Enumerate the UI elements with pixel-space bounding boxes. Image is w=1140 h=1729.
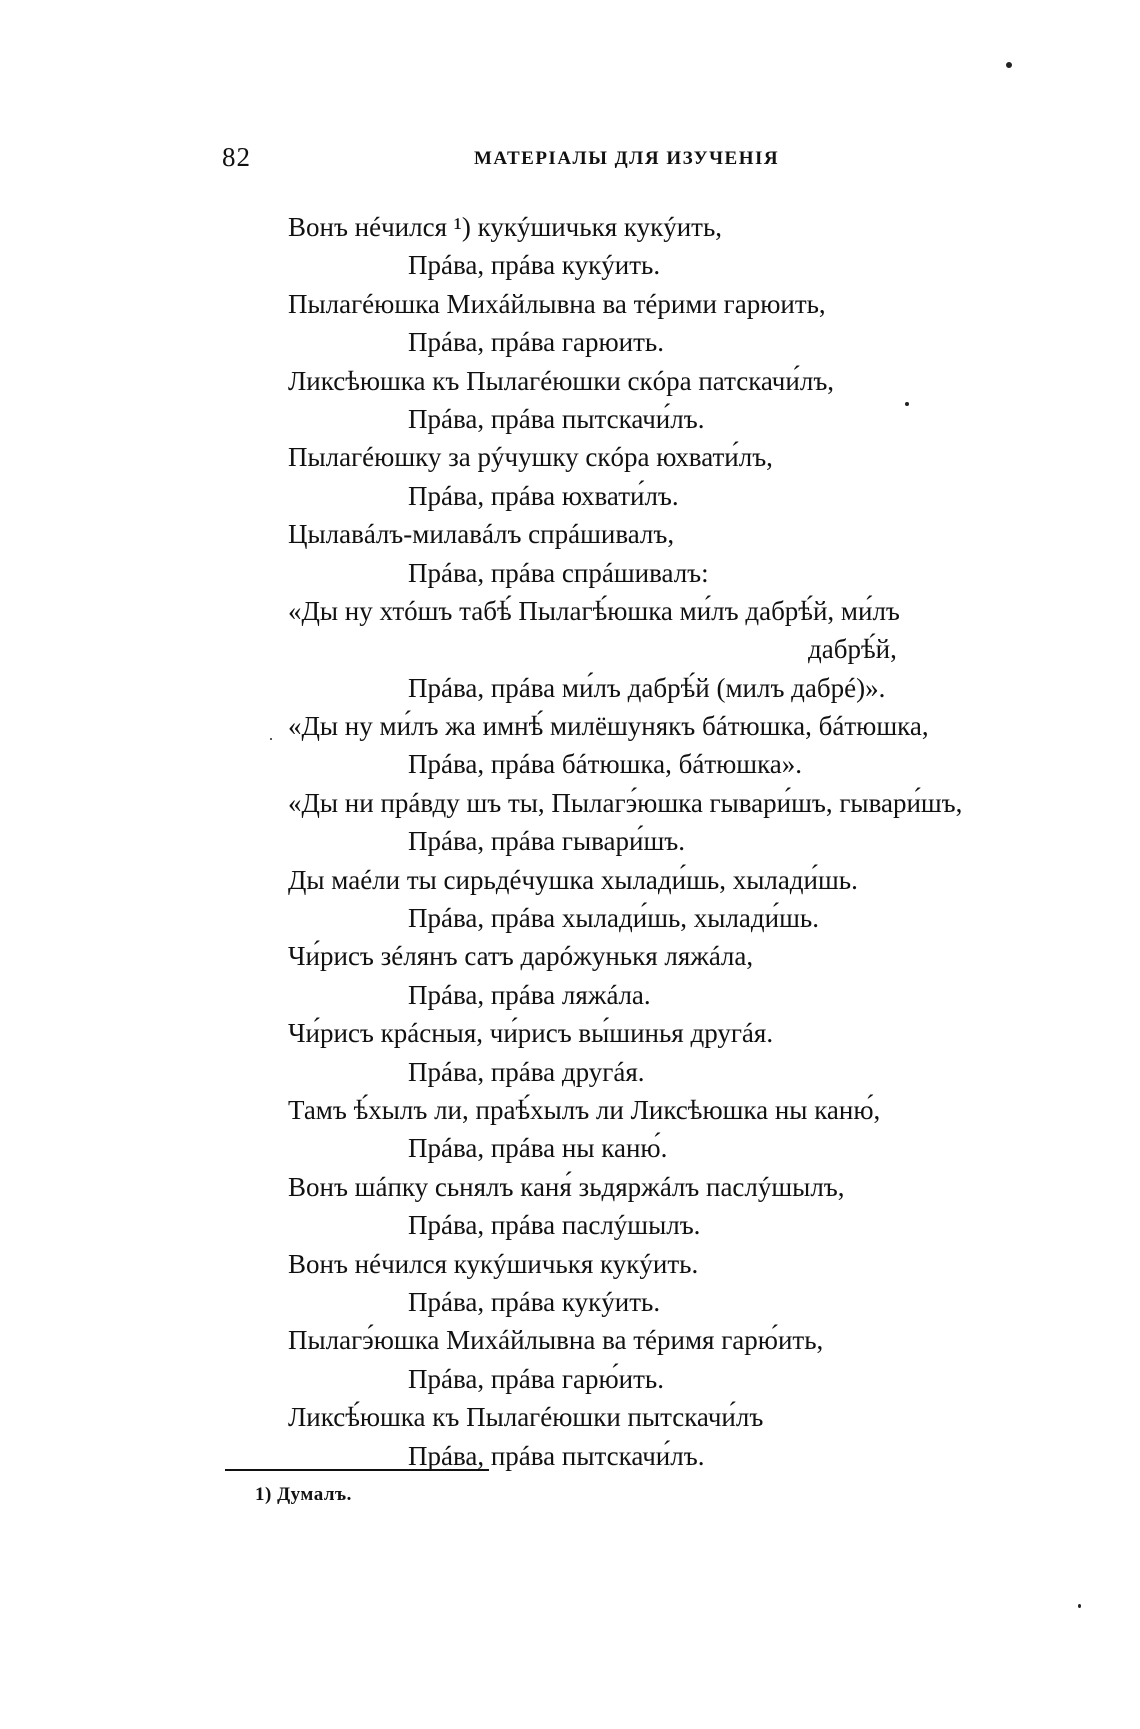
verse-line: Вонъ нéчился кукýшичькя кукýить. (288, 1248, 699, 1279)
scan-speck (270, 738, 272, 740)
verse-line: «Ды ну ми́лъ жа имнѣ́ милёшунякъ бáтюшка, бáтюшка, (288, 711, 929, 742)
verse-line: Вонъ нéчился ¹) кукýшичькя кукýить, (288, 212, 723, 242)
verse-line: «Ды ну хтóшъ табѣ́ Пылагѣ́юшка ми́лъ дабрѣ́й, ми́лъ (288, 595, 900, 626)
refrain-line: Прáва, прáва пытскачи́лъ. (408, 403, 705, 434)
running-head: МАТЕРІАЛЫ ДЛЯ ИЗУЧЕНІЯ (474, 148, 780, 169)
continuation-line: дабрѣ́й, (808, 634, 897, 665)
verse-line: Ликсѣ́юшка къ Пылагéюшки пытскачи́лъ (288, 1402, 764, 1433)
footnote: 1) Думалъ. (255, 1484, 352, 1505)
verse-line: Ликсѣюшка къ Пылагéюшки скóра патскачи́лъ, (288, 365, 835, 396)
verse-line: Пылагэ́юшка Михáйлывна ва тéримя гарю́ить, (288, 1325, 824, 1356)
refrain-line: Прáва, прáва юхвати́лъ. (408, 480, 679, 511)
refrain-line: Прáва, прáва гывари́шъ. (408, 826, 685, 857)
verse-line: «Ды ни прáвду шъ ты, Пылагэ́юшка гывари́шъ, гывари́шъ, (288, 787, 963, 818)
refrain-line: Прáва, прáва пытскачи́лъ. (408, 1440, 705, 1471)
refrain-line: Прáва, прáва паслýшылъ. (408, 1210, 701, 1241)
page-header (220, 142, 1020, 182)
poem-text (0, 208, 1140, 1475)
scan-speck (905, 402, 909, 406)
refrain-line: Прáва, прáва ми́лъ дабрѣ́й (милъ дабрé)». (408, 672, 886, 703)
refrain-line: Прáва, прáва ляжáла. (408, 979, 651, 1010)
verse-line: Ды маéли ты сирьдéчушка хылади́шь, хылади́шь. (288, 864, 858, 895)
refrain-line: Прáва, прáва другáя. (408, 1056, 645, 1087)
verse-line: Чи́рисъ крáсныя, чи́рисъ вы́шинья другáя. (288, 1018, 774, 1049)
refrain-line: Прáва, прáва гарюить. (408, 327, 664, 358)
refrain-line: Прáва, прáва бáтюшка, бáтюшка». (408, 749, 803, 780)
refrain-line: Прáва, прáва ны каню́. (408, 1133, 668, 1164)
refrain-line: Прáва, прáва хылади́шь, хылади́шь. (408, 903, 819, 934)
verse-line: Цылавáлъ-милавáлъ спрáшивалъ, (288, 519, 675, 550)
refrain-line: Прáва, прáва кукýить. (408, 250, 661, 281)
footnote-rule (225, 1469, 489, 1471)
verse-line: Чи́рисъ зéлянъ сатъ дарóжунькя ляжáла, (288, 941, 754, 972)
verse-line: Пылагéюшка Михáйлывна ва тéрими гарюить, (288, 288, 826, 319)
refrain-line: Прáва, прáва кукýить. (408, 1286, 661, 1317)
refrain-line: Прáва, прáва спрáшивалъ: (408, 557, 709, 588)
scan-speck (1078, 1604, 1081, 1608)
scan-speck (1006, 62, 1012, 68)
page-number: 82 (222, 142, 251, 172)
verse-line: Тамъ ѣ́хылъ ли, праѣ́хылъ ли Ликсѣюшка ны каню́, (288, 1094, 881, 1125)
verse-line: Пылагéюшку за рýчушку скóра юхвати́лъ, (288, 442, 773, 473)
verse-line: Вонъ шáпку сьнялъ каня́ зьдяржáлъ паслýшылъ, (288, 1171, 845, 1202)
refrain-line: Прáва, прáва гарю́ить. (408, 1363, 664, 1394)
